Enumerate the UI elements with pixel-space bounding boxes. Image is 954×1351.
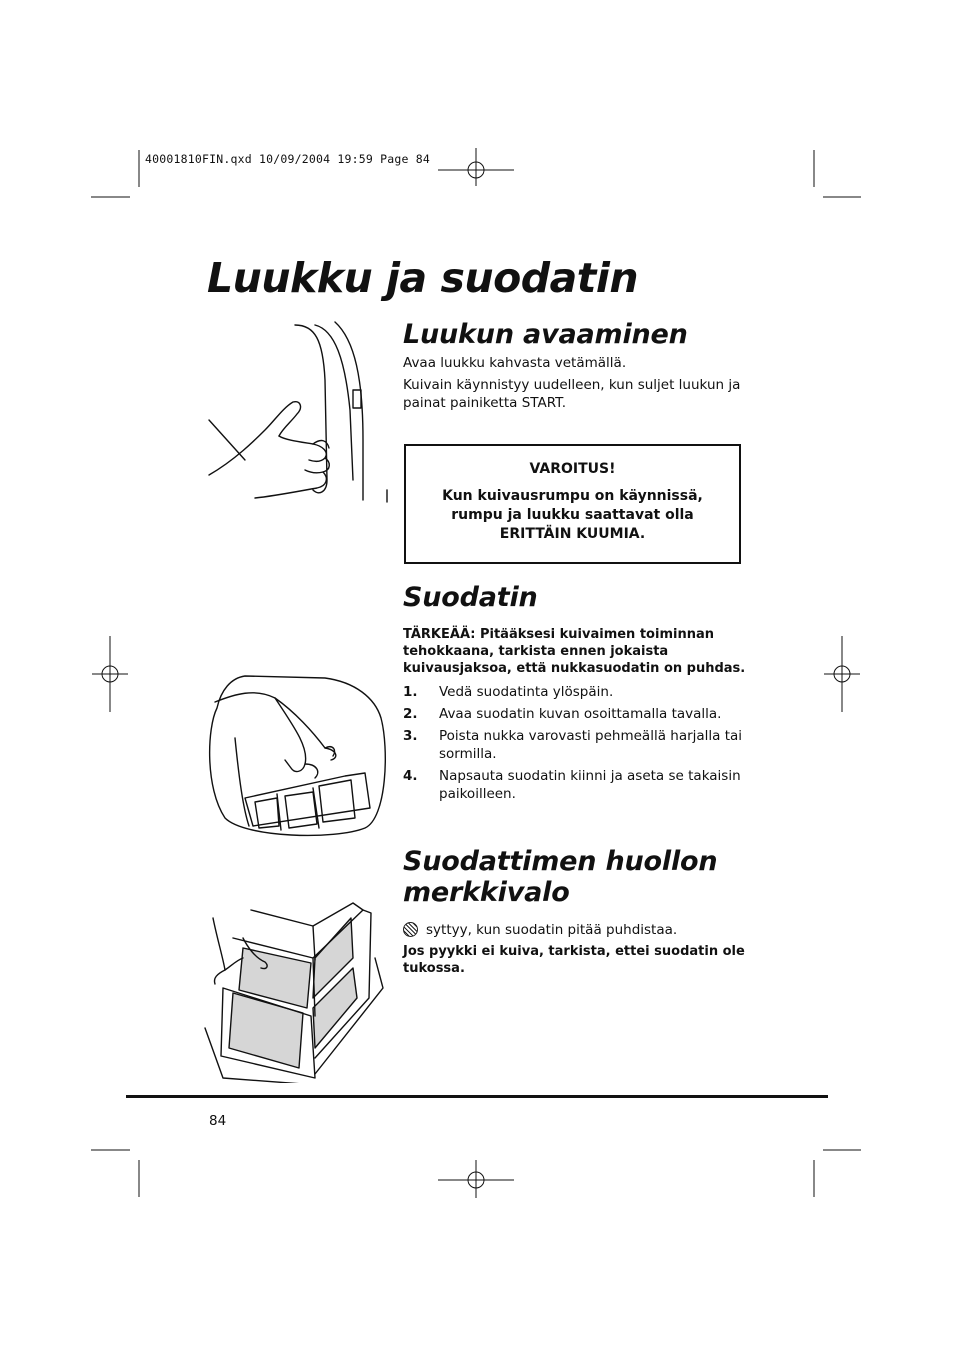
page-number: 84 <box>209 1113 227 1129</box>
step-text: Poista nukka varovasti pehmeällä harjalla tai sormilla. <box>439 728 743 762</box>
step-number: 3. <box>403 728 418 744</box>
section-heading-filter: Suodatin <box>403 582 538 613</box>
clog-note-line2: tukossa. <box>403 961 465 976</box>
restart-instruction-line2: painat painiketta START. <box>403 395 567 411</box>
warning-line-2: rumpu ja luukku saattavat olla <box>451 507 694 523</box>
door-opening-illustration <box>205 320 395 510</box>
step-text: Napsauta suodatin kiinni ja aseta se takaisin paikoilleen. <box>439 768 741 802</box>
restart-instruction-line1: Kuivain käynnistyy uudelleen, kun suljet luukun ja <box>403 377 741 393</box>
step-number: 4. <box>403 768 418 784</box>
filter-indicator-icon <box>403 922 418 937</box>
warning-box <box>404 444 741 564</box>
warning-line-1: Kun kuivausrumpu on käynnissä, <box>442 488 703 504</box>
door-open-instruction: Avaa luukku kahvasta vetämällä. <box>403 355 627 371</box>
list-item <box>403 683 748 701</box>
clog-note-line1: Jos pyykki ei kuiva, tarkista, ettei suodatin ole <box>403 944 745 959</box>
section-heading-door-opening: Luukun avaaminen <box>403 319 688 350</box>
open-filter-illustration <box>203 898 393 1083</box>
list-item <box>403 767 748 803</box>
filter-removal-illustration <box>205 668 390 843</box>
list-item <box>403 727 748 763</box>
step-number: 1. <box>403 684 418 700</box>
warning-heading: VAROITUS! <box>529 461 616 477</box>
file-slug: 40001810FIN.qxd 10/09/2004 19:59 Page 84 <box>145 152 430 166</box>
footer-rule <box>126 1095 828 1098</box>
warning-line-3: ERITTÄIN KUUMIA. <box>499 526 646 542</box>
section-heading-indicator-line1: Suodattimen huollon <box>403 846 718 877</box>
step-text: Avaa suodatin kuvan osoittamalla tavalla. <box>439 706 722 722</box>
step-number: 2. <box>403 706 418 722</box>
indicator-description <box>403 921 677 939</box>
section-heading-indicator-line2: merkkivalo <box>403 877 570 908</box>
step-text: Vedä suodatinta ylöspäin. <box>439 684 614 700</box>
important-note-line1: TÄRKEÄÄ: Pitääksesi kuivaimen toiminnan <box>403 627 714 642</box>
list-item <box>403 705 748 723</box>
important-note-line3: kuivausjaksoa, että nukkasuodatin on puhdas. <box>403 661 746 676</box>
page-title: Luukku ja suodatin <box>207 254 639 302</box>
indicator-text: syttyy, kun suodatin pitää puhdistaa. <box>426 922 678 938</box>
filter-steps-list <box>403 683 748 807</box>
important-note-line2: tehokkaana, tarkista ennen jokaista <box>403 644 669 659</box>
